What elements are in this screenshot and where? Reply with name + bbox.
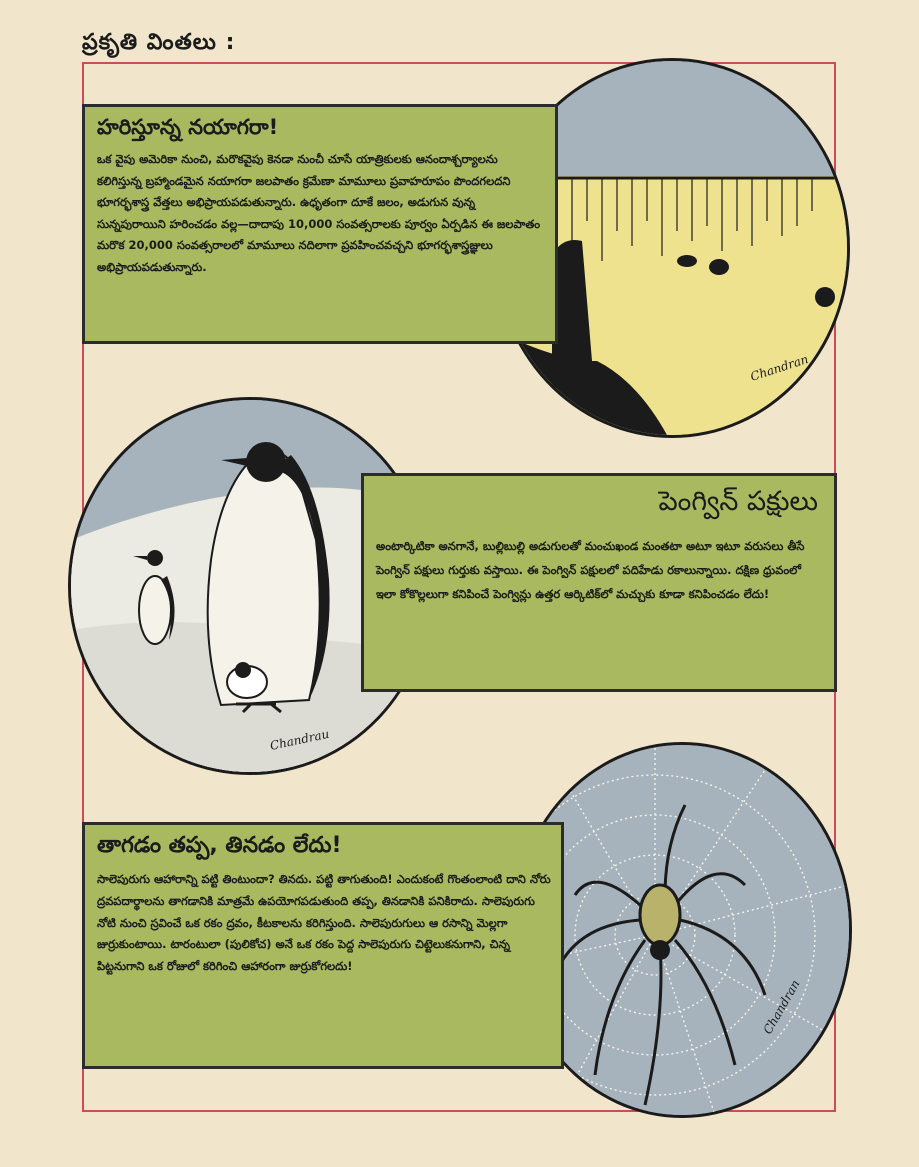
niagara-body: ఒక వైపు అమెరికా నుంచి, మరొకవైపు కెనడా నుంచీ చూసే యాత్రికులకు ఆనందాశ్చర్యాలను కలిగిస్తున్న బ్రహ్మాండమైన నయాగరా జలపాతం క్రమేణా మామూలు ప్రవాహరూపం పొందగలదని భూగర్భశాస్త్ర వేత్తలు అభిప్రాయపడుతున్నారు. ఉధృతంగా దూకే జలం, అడుగున వున్న సున్నపురాయిని హరించడం వల్ల—దాదాపు 10,000 సంవత్సరాలకు పూర్వం ఏర్పడిన ఈ జలపాతం మరొక 20,000 సంవత్సరాలలో మామూలు నదిలాగా ప్రవహించవచ్చని భూగర్భశాస్త్రజ్ఞులు అభిప్రాయపడుతున్నారు. — [97, 152, 541, 274]
niagara-heading: హరిస్తూన్న నయాగరా! — [97, 115, 279, 139]
penguin-heading: పెంగ్విన్ పక్షులు — [658, 486, 818, 517]
spider-heading: తాగడం తప్ప, తినడం లేదు! — [97, 833, 342, 858]
niagara-article — [82, 104, 558, 344]
spider-article — [82, 822, 564, 1069]
penguin-article — [361, 473, 837, 692]
spider-body: సాలెపురుగు ఆహారాన్ని పట్టి తింటుందా? తినదు. పట్టి తాగుతుంది! ఎందుకంటే గొంతంలాంటి దాని నోరు ద్రవపదార్థాలను తాగడానికి మాత్రమే ఉపయోగపడుతుంది తప్ప, తినడానికి పనికిరాదు. సాలెపురుగు నోటి నుంచి స్రవించే ఒక రకం ద్రవం, కీటకాలను కరిగిస్తుంది. సాలెపురుగులు ఆ రసాన్ని మెల్లగా జుర్రుకుంటాయి. టారంటులా (పులికోచ) అనే ఒక రకం పెద్ద సాలెపురుగు చిట్టెలుకనుగాని, చిన్న పిట్టనుగాని ఒక రోజులో కరిగించి ఆహారంగా జుర్రుకోగలదు! — [97, 872, 551, 974]
artist-signature: Chandrau — [268, 726, 331, 753]
penguin-body: అంటార్కిటికా అనగానే, బుల్లిబుల్లి అడుగులతో మంచుఖండ మంతటా అటూ ఇటూ వరుసలు తీసే పెంగ్విన్ పక్షులు గుర్తుకు వస్తాయి. ఈ పెంగ్విన్ పక్షులలో పదిహేడు రకాలున్నాయి. దక్షిణ ధ్రువంలో ఇలా కోకొల్లలుగా కనిపించే పెంగ్విన్లు ఉత్తర ఆర్కిటిక్‌లో మచ్చుకు కూడా కనిపించడం లేదు! — [376, 539, 805, 601]
artist-signature: Chandran — [748, 351, 811, 384]
page-title: ప్రకృతి వింతలు : — [82, 30, 236, 55]
artist-signature: Chandran — [760, 977, 803, 1037]
